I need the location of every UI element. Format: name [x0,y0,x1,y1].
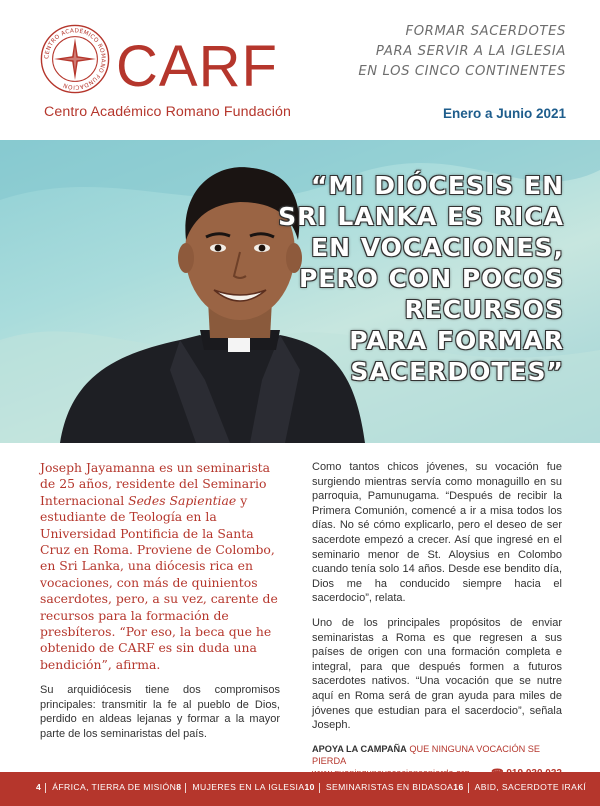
article-left-column [40,460,280,742]
footer-contents-bar [0,772,600,806]
footer-page-number: 16 [453,782,464,792]
lead-paragraph [40,460,280,673]
brand-name: CARF [116,34,278,99]
tagline-line: FORMAR SACERDOTES [405,24,566,39]
brand-subtitle: Centro Académico Romano Fundación [44,104,291,120]
issue-date: Enero a Junio 2021 [442,106,566,121]
quote-line: PERO CON POCOS [298,264,564,293]
footer-title: MUJERES EN LA IGLESIA [192,782,305,792]
svg-text:CENTRO ACADÉMICO ROMANO FUNDAC: CENTRO ACADÉMICO ROMANO FUNDACIÓN [44,28,106,90]
footer-page-number: 4 [36,782,42,792]
footer-item[interactable] [176,782,304,793]
footer-title: ÁFRICA, TIERRA DE MISIÓN [52,782,177,792]
carf-seal-logo [40,24,110,94]
hero-banner [0,140,600,443]
quote-line: RECURSOS [404,295,564,324]
quote-line: EN VOCACIONES, [311,233,564,262]
tagline-line: PARA SERVIR A LA IGLESIA [375,44,566,59]
campaign-title [312,743,562,767]
footer-title: SEMINARISTAS EN BIDASOA [325,782,454,792]
tagline [326,22,566,82]
footer-item[interactable] [453,782,586,793]
quote-line: PARA FORMAR [349,326,564,355]
quote-line: SRI LANKA ES RICA [278,202,564,231]
campaign-label: APOYA LA CAMPAÑA [312,743,407,754]
footer-separator [468,783,469,793]
quote-line: “MI DIÓCESIS EN [310,171,564,200]
lead-text: Joseph Jayamanna es un seminarista de 25 años, residente del Seminario Internacional [40,460,271,508]
footer-items [36,782,587,793]
masthead [0,0,600,138]
footer-title: ABID, SACERDOTE IRAKÍ [474,782,587,792]
footer-page-number: 10 [304,782,315,792]
pull-quote [234,170,564,387]
footer-item[interactable] [304,782,453,793]
body-paragraph: Uno de los principales propósitos de enviar seminaristas a Roma es que regresen a sus países de origen con una formación completa e integral, para que después formen a futuros sacerdotes nativos. “Una vocación que se nutre aquí en Roma será de gran ayuda para miles de jóvenes que estudian para el sacerdocio”, señala Joseph. [312,616,562,732]
lead-emphasis: Sedes Sapientiae [128,492,237,508]
campaign-name: QUE NINGUNA VOCACIÓN SE PIERDA [312,743,541,766]
quote-line: SACERDOTES” [350,357,564,386]
tagline-line: EN LOS CINCO CONTINENTES [358,64,566,79]
footer-page-number: 8 [176,782,182,792]
footer-separator [319,783,320,793]
footer-separator [45,783,46,793]
body-paragraph: Su arquidiócesis tiene dos compromisos principales: transmitir la fe al pueblo de Dios, perdido en aldeas lejanas y formar a la mayor parte de los seminaristas del país. [40,684,280,741]
body-paragraph: Como tantos chicos jóvenes, su vocación fue surgiendo mientras servía como monaguillo en su parroquia, Pamunugama. “Después de recibir la Primera Comunión, comencé a ir a misa todos los días. No sé cómo explicarlo, pero el deseo de ser sacerdote empezó a crecer. Así que ingresé en el seminario menor de St. Aloysius en Colombo cuando tenía solo 14 años. Desde ese bendito día, Dios me ha conducido siempre hacia el sacerdocio”, relata. [312,461,562,605]
footer-separator [185,783,186,793]
footer-item[interactable] [36,782,176,793]
article-right-column [312,460,562,780]
lead-text: y estudiante de Teología en la Universidad Pontificia de la Santa Cruz en Roma. Proviene de Colombo, en Sri Lanka, una diócesis rica en vocaciones, con más de quinientos sacerdotes, pero, a su vez, carente de recursos para la formación de presbíteros. “Por eso, la beca que he obtenido de CARF es sin duda una bendición”, afirma. [40,492,278,672]
